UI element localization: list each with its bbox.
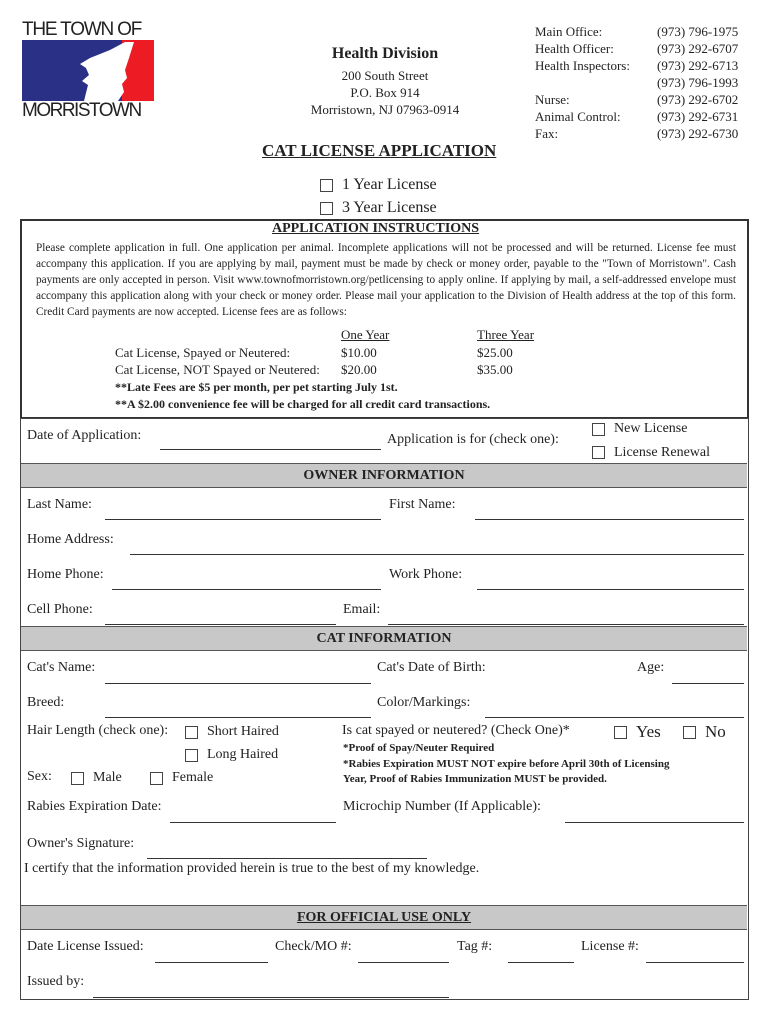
one-year-checkbox[interactable] — [320, 179, 333, 192]
work-phone-label: Work Phone: — [389, 567, 463, 582]
tag-field[interactable] — [508, 962, 574, 963]
long-haired-label: Long Haired — [207, 747, 279, 762]
last-name-field[interactable] — [105, 519, 381, 520]
spay-proof-note: *Proof of Spay/Neuter Required — [343, 742, 495, 754]
official-use-heading — [21, 905, 747, 930]
official-use-heading-text: FOR OFFICIAL USE ONLY — [296, 910, 472, 925]
fee-label: Cat License, NOT Spayed or Neutered: — [115, 362, 320, 377]
rabies-note-cont: Year, Proof of Rabies Immunization MUST be provided. — [343, 773, 607, 785]
instructions-heading: APPLICATION INSTRUCTIONS — [272, 221, 480, 236]
certification-text: I certify that the information provided herein is true to the best of my knowledge. — [24, 861, 480, 876]
home-address-label: Home Address: — [27, 532, 114, 547]
contact-label: Health Officer: — [535, 41, 614, 56]
first-name-field[interactable] — [475, 519, 744, 520]
address-line: 200 South Street — [341, 68, 429, 83]
age-field[interactable] — [672, 683, 744, 684]
spayed-no-label: No — [705, 722, 726, 741]
male-checkbox[interactable] — [71, 772, 84, 785]
page-title: CAT LICENSE APPLICATION — [262, 141, 497, 160]
microchip-label: Microchip Number (If Applicable): — [343, 799, 541, 814]
spayed-yes-label: Yes — [636, 722, 661, 741]
rabies-note: *Rabies Expiration MUST NOT expire before April 30th of Licensing — [343, 758, 670, 770]
cell-phone-label: Cell Phone: — [27, 602, 93, 617]
fee-one-year: $20.00 — [341, 362, 377, 377]
fee-header-one-year: One Year — [341, 327, 390, 342]
fee-label: Cat License, Spayed or Neutered: — [115, 345, 291, 360]
spayed-yes-checkbox[interactable] — [614, 726, 627, 739]
spayed-label: Is cat spayed or neutered? (Check One)* — [342, 723, 570, 738]
fee-three-year: $35.00 — [477, 362, 513, 377]
logo-top-text: THE TOWN OF — [22, 19, 142, 40]
cat-dob-label: Cat's Date of Birth: — [377, 660, 486, 675]
date-issued-field[interactable] — [155, 962, 268, 963]
issued-by-label: Issued by: — [27, 974, 85, 989]
late-fee-note: **Late Fees are $5 per month, per pet starting July 1st. — [115, 380, 398, 394]
address-line: Morristown, NJ 07963-0914 — [310, 102, 460, 117]
long-haired-checkbox[interactable] — [185, 749, 198, 762]
owner-signature-label: Owner's Signature: — [27, 836, 135, 851]
contact-label: Main Office: — [535, 24, 603, 39]
owner-signature-field[interactable] — [147, 858, 427, 859]
male-label: Male — [93, 770, 122, 785]
fee-three-year: $25.00 — [477, 345, 513, 360]
microchip-field[interactable] — [565, 822, 744, 823]
contact-label: Animal Control: — [535, 109, 621, 124]
cell-phone-field[interactable] — [105, 624, 336, 625]
owner-info-heading: OWNER INFORMATION — [21, 463, 747, 488]
sex-label: Sex: — [27, 769, 52, 784]
license-number-field[interactable] — [646, 962, 744, 963]
cat-name-field[interactable] — [105, 683, 371, 684]
tag-label: Tag #: — [457, 939, 493, 954]
contact-phone: (973) 292-6702 — [657, 92, 739, 107]
application-for-label: Application is for (check one): — [387, 432, 559, 447]
credit-fee-note: **A $2.00 convenience fee will be charged for all credit card transactions. — [115, 397, 491, 411]
cat-name-label: Cat's Name: — [27, 660, 96, 675]
short-haired-checkbox[interactable] — [185, 726, 198, 739]
division-name: Health Division — [331, 45, 439, 62]
rabies-expiration-label: Rabies Expiration Date: — [27, 799, 162, 814]
contact-label: Health Inspectors: — [535, 58, 630, 73]
address-line: P.O. Box 914 — [350, 85, 420, 100]
contact-phone: (973) 292-6731 — [657, 109, 739, 124]
logo-bottom-text: MORRISTOWN — [22, 100, 141, 121]
date-of-application-field[interactable] — [160, 449, 381, 450]
contact-label: Fax: — [535, 126, 559, 141]
date-of-application-label: Date of Application: — [27, 428, 142, 443]
instructions-text: Please complete application in full. One application per animal. Incomplete applications will not be processed and will be returned. License fee must accompany this application. If you are applying by mail, payment must be made by check or money order, payable to the "Town of Morristown". Cash payments are only accepted in person. Visit www.townofmorristown.org/petlicensing to apply online. If applying by mail, a self-addressed envelope must accompany this application along with your check or money order. Please mail your application to the Division of Health address at the top of this form. Credit Card payments are now accepted. License fees are as follows: — [36, 242, 736, 318]
spayed-no-checkbox[interactable] — [683, 726, 696, 739]
new-license-checkbox[interactable] — [592, 423, 605, 436]
license-renewal-checkbox[interactable] — [592, 446, 605, 459]
female-label: Female — [172, 770, 214, 785]
date-issued-label: Date License Issued: — [27, 939, 144, 954]
contact-phone: (973) 292-6713 — [657, 58, 739, 73]
new-license-label: New License — [614, 421, 688, 436]
three-year-label: 3 Year License — [342, 199, 437, 216]
contact-phone: (973) 796-1975 — [657, 24, 739, 39]
license-number-label: License #: — [581, 939, 639, 954]
female-checkbox[interactable] — [150, 772, 163, 785]
contact-label: Nurse: — [535, 92, 570, 107]
check-mo-label: Check/MO #: — [275, 939, 352, 954]
short-haired-label: Short Haired — [207, 724, 279, 739]
last-name-label: Last Name: — [27, 497, 92, 512]
rabies-expiration-field[interactable] — [170, 822, 336, 823]
license-renewal-label: License Renewal — [614, 445, 711, 460]
breed-field[interactable] — [105, 717, 371, 718]
one-year-label: 1 Year License — [342, 176, 437, 193]
hair-length-label: Hair Length (check one): — [27, 723, 169, 738]
contact-phone: (973) 292-6730 — [657, 126, 739, 141]
age-label: Age: — [637, 660, 665, 675]
home-phone-label: Home Phone: — [27, 567, 104, 582]
logo-flag-icon — [22, 40, 154, 101]
email-field[interactable] — [388, 624, 744, 625]
check-mo-field[interactable] — [358, 962, 449, 963]
fee-one-year: $10.00 — [341, 345, 377, 360]
home-phone-field[interactable] — [112, 589, 381, 590]
fee-header-three-year: Three Year — [477, 327, 535, 342]
three-year-checkbox[interactable] — [320, 202, 333, 215]
contact-phone: (973) 292-6707 — [657, 41, 739, 56]
email-label: Email: — [343, 602, 381, 617]
first-name-label: First Name: — [389, 497, 456, 512]
cat-info-heading: CAT INFORMATION — [21, 626, 747, 651]
work-phone-field[interactable] — [477, 589, 744, 590]
color-field[interactable] — [485, 717, 744, 718]
breed-label: Breed: — [27, 695, 65, 710]
issued-by-field[interactable] — [93, 997, 449, 998]
contact-phone: (973) 796-1993 — [657, 75, 739, 90]
color-label: Color/Markings: — [377, 695, 471, 710]
home-address-field[interactable] — [130, 554, 744, 555]
